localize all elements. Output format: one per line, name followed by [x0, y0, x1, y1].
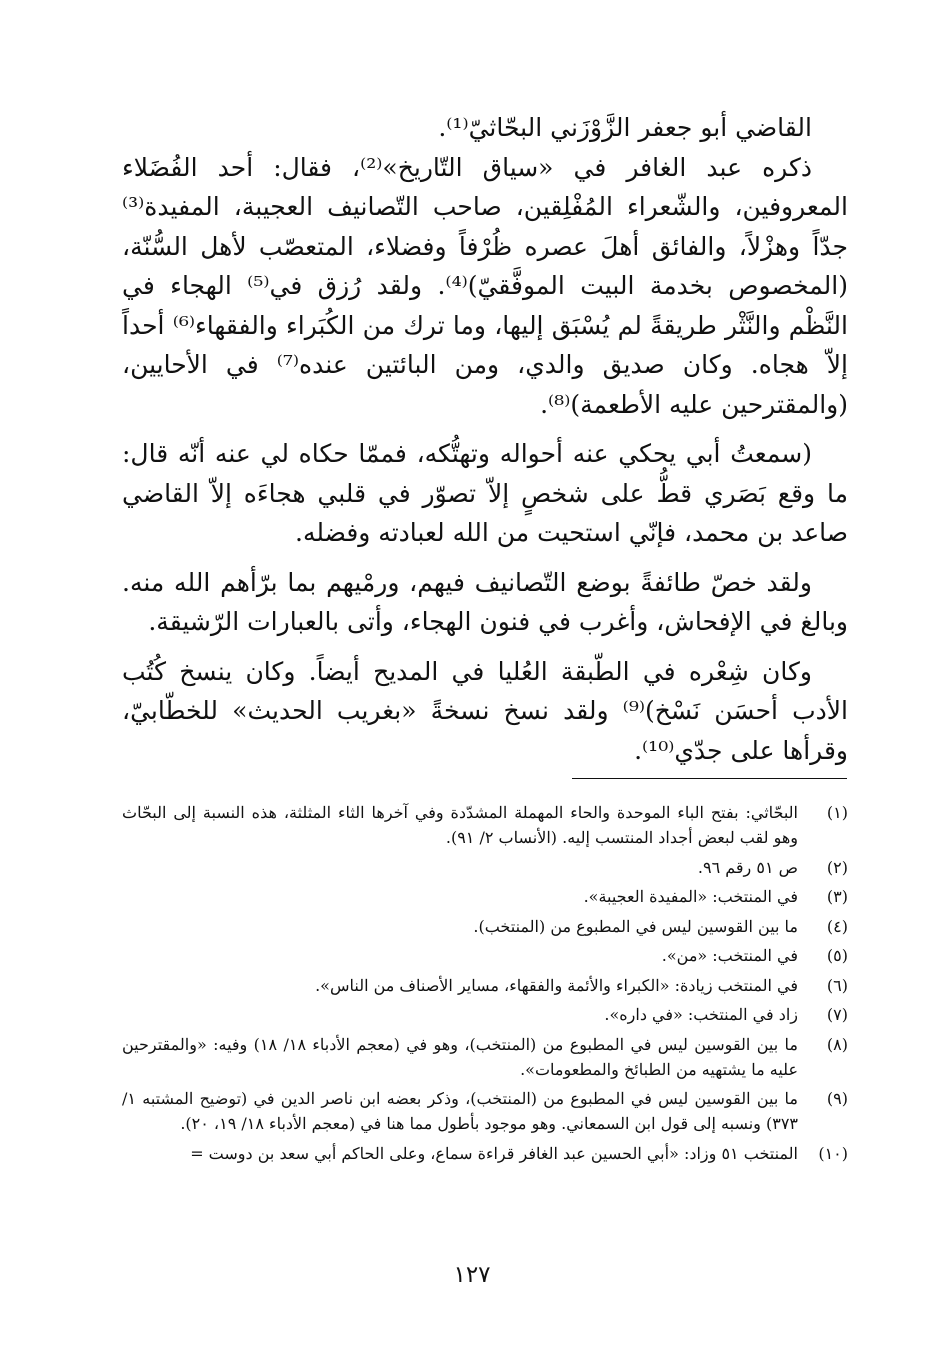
footnote-number: (٩)	[826, 1089, 848, 1108]
footnote-number: (٥)	[826, 946, 848, 965]
footnote-number: (٦)	[826, 975, 848, 995]
page-number: ١٢٧	[453, 1262, 491, 1288]
paragraph-2: (سمعتُ أبي يحكي عنه أحواله وتهتُّكه، فممّا حكاه لي عنه أنّه قال: ما وقع بَصَري قطُّ على شخصٍ إلاّ تصوّر في قلبي هجاءَه إلاّ القاضي صاعد بن محمد، فإنّي استحيت من الله لعبادته وفضله.	[122, 439, 848, 547]
footnote-number: (٨)	[826, 1034, 848, 1054]
footnote	[122, 1086, 848, 1136]
footnote-text: ما بين القوسين ليس في المطبوع من (المنتخب)، وذكر بعضه ابن ناصر الدين في (توضيح المشتبه ١/ ٣٧٣) ونسبه إلى قول ابن السمعاني. وهو موجود بأطول مما هنا في (معجم الأدباء ١٨/ ١٩، ٢٠).	[122, 1089, 798, 1133]
footnote	[122, 973, 848, 998]
footnote	[122, 855, 848, 880]
footnote	[122, 914, 848, 939]
footnote-text: في المنتخب زيادة: «الكبراء والأئمة والفقهاء، مساير الأصناف من الناس».	[315, 975, 798, 995]
footnote-text: المنتخب ٥١ وزاد: «أبي الحسين عبد الغافر قراءة سماع، وعلى الحاكم أبي سعد بن دوست =	[190, 1143, 798, 1163]
entry-heading: القاضي أبو جعفر الزَّوْزَني البحّاثيّ⁽¹⁾.	[438, 113, 812, 142]
footnote	[122, 1032, 848, 1082]
paragraph-4: وكان شِعْره في الطّبقة العُليا في المديح أيضاً. وكان ينسخ كُتُب الأدب أحسَن نَسْخ)⁽⁹⁾ ولقد نسخ نسخةً «بغريب الحديث» للخطّابيّ، وقرأها على جدّي⁽¹⁰⁾.	[122, 656, 848, 765]
footnote-text: زاد في المنتخب: «في داره».	[604, 1005, 798, 1024]
footnote	[122, 1141, 848, 1166]
footnote-number: (٣)	[826, 887, 848, 906]
footnote-number: (٢)	[826, 857, 848, 877]
footnote-text: ما بين القوسين ليس في المطبوع من (المنتخب).	[473, 916, 798, 936]
footnotes-list	[122, 800, 848, 1170]
footnote-number: (٤)	[826, 916, 848, 936]
footnote	[122, 1002, 848, 1027]
body-text	[122, 108, 848, 780]
footnote-number: (١٠)	[818, 1143, 848, 1163]
footnote-text: البحّاثي: بفتح الباء الموحدة والحاء المهملة المشدّدة وفي آخرها الثاء المثلثة، هذه النسبة إلى البحّاث وهو لقب لبعض أجداد المنتسب إليه. (الأنساب ٢/ ٩١).	[122, 803, 798, 847]
footnote-text: ص ٥١ رقم ٩٦.	[697, 857, 798, 877]
footnote	[122, 884, 848, 909]
footnote	[122, 800, 848, 850]
footnote-text: في المنتخب: «المفيدة العجيبة».	[583, 887, 798, 906]
footnote-number: (١)	[826, 803, 848, 822]
footnote-number: (٧)	[826, 1005, 848, 1024]
footnote-text: ما بين القوسين ليس في المطبوع من (المنتخب)، وهو في (معجم الأدباء ١٨/ ١٨) وفيه: «والمقترحين عليه ما يشتهيه من الطبائخ والمطعومات».	[122, 1034, 798, 1079]
footnote-separator	[572, 778, 847, 779]
paragraph-1: ذكره عبد الغافر في «سياق التّاريخ»⁽²⁾، فقال: أحد الفُضَلاء المعروفين، والشّعراء المُفْلِقين، صاحب التّصانيف العجيبة، المفيدة⁽³⁾ جدّاً وهزْلاً، والفائق أهلَ عصره ظُرْفاً وفضلاء، المتعصّب لأهل السُّنّة، (المخصوص بخدمة البيت الموفَّقيّ)⁽⁴⁾. ولقد رُزق في⁽⁵⁾ الهجاء في النَّظْم والنَّثْر طريقةً لم يُسْبَق إليها، وما ترك من الكُبَراء والفقهاء⁽⁶⁾ أحداً إلاّ هجاه. وكان صديق والدي، ومن البائتين عنده⁽⁷⁾ في الأحايين، (والمقترحين عليه الأطعمة)⁽⁸⁾.	[122, 152, 849, 419]
paragraph-3: ولقد خصّ طائفةً بوضع التّصانيف فيهم، ورمْيهم بما برّأهم الله منه. وبالغ في الإفحاش، وأغرب في فنون الهجاء، وأتى بالعبارات الرّشيقة.	[122, 567, 848, 636]
footnote-text: في المنتخب: «من».	[661, 946, 798, 965]
footnote	[122, 943, 848, 968]
